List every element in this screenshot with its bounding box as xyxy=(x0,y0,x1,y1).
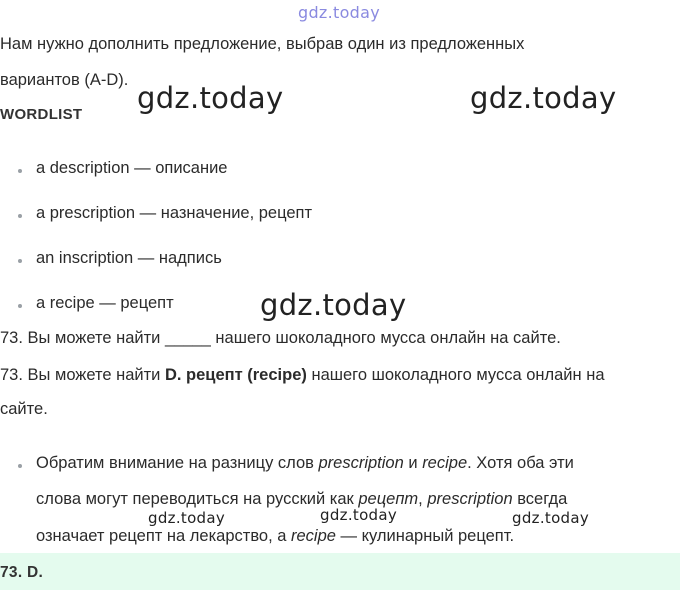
watermark: gdz.today xyxy=(148,509,226,527)
bullet-dot xyxy=(18,464,22,468)
question-text: 73. Вы можете найти _____ нашего шоколадного мусса онлайн на сайте. xyxy=(0,329,561,347)
bullet-dot xyxy=(18,304,22,308)
note-text: Обратим внимание на разницу слов xyxy=(36,454,319,472)
note-text: всегда xyxy=(512,490,568,508)
final-answer: 73. D. xyxy=(0,564,44,581)
note-term: recipe xyxy=(291,527,336,545)
note-term: recipe xyxy=(422,454,468,472)
bullet-dot xyxy=(18,214,22,218)
watermark: gdz.today xyxy=(260,288,407,322)
wordlist-item: an inscription — надпись xyxy=(36,249,222,267)
answer-suffix: нашего шоколадного мусса онлайн на xyxy=(306,366,605,384)
bullet-dot xyxy=(18,259,22,263)
note-text: и xyxy=(403,454,423,472)
watermark-top: gdz.today xyxy=(298,3,380,22)
watermark: gdz.today xyxy=(470,81,617,115)
watermark: gdz.today xyxy=(137,81,284,115)
note-text: . Хотя оба эти xyxy=(467,454,574,472)
note-line-3 xyxy=(36,527,514,546)
note-line-2 xyxy=(36,490,567,509)
watermark: gdz.today xyxy=(320,506,398,524)
answer-sentence-line-2: сайте. xyxy=(0,400,48,418)
note-term: prescription xyxy=(318,454,404,472)
note-line-1 xyxy=(36,454,574,473)
watermark: gdz.today xyxy=(512,509,590,527)
wordlist-item: a prescription — назначение, рецепт xyxy=(36,204,313,222)
answer-sentence-line-1 xyxy=(0,366,605,385)
note-text: , xyxy=(418,490,428,508)
note-term: рецепт xyxy=(358,490,419,508)
wordlist-item: a recipe — рецепт xyxy=(36,294,174,312)
answer-prefix: 73. Вы можете найти xyxy=(0,366,165,384)
wordlist-item: a description — описание xyxy=(36,159,228,177)
note-term: prescription xyxy=(427,490,513,508)
note-text: слова могут переводиться на русский как xyxy=(36,490,359,508)
answer-choice: D. рецепт (recipe) xyxy=(164,366,307,384)
final-answer-box xyxy=(0,553,680,590)
wordlist-heading: WORDLIST xyxy=(0,106,83,123)
bullet-dot xyxy=(18,169,22,173)
note-text: — кулинарный рецепт. xyxy=(335,527,515,545)
intro-line-2: вариантов (A-D). xyxy=(0,71,129,89)
intro-line-1: Нам нужно дополнить предложение, выбрав один из предложенных xyxy=(0,35,525,53)
note-text: означает рецепт на лекарство, а xyxy=(36,527,292,545)
